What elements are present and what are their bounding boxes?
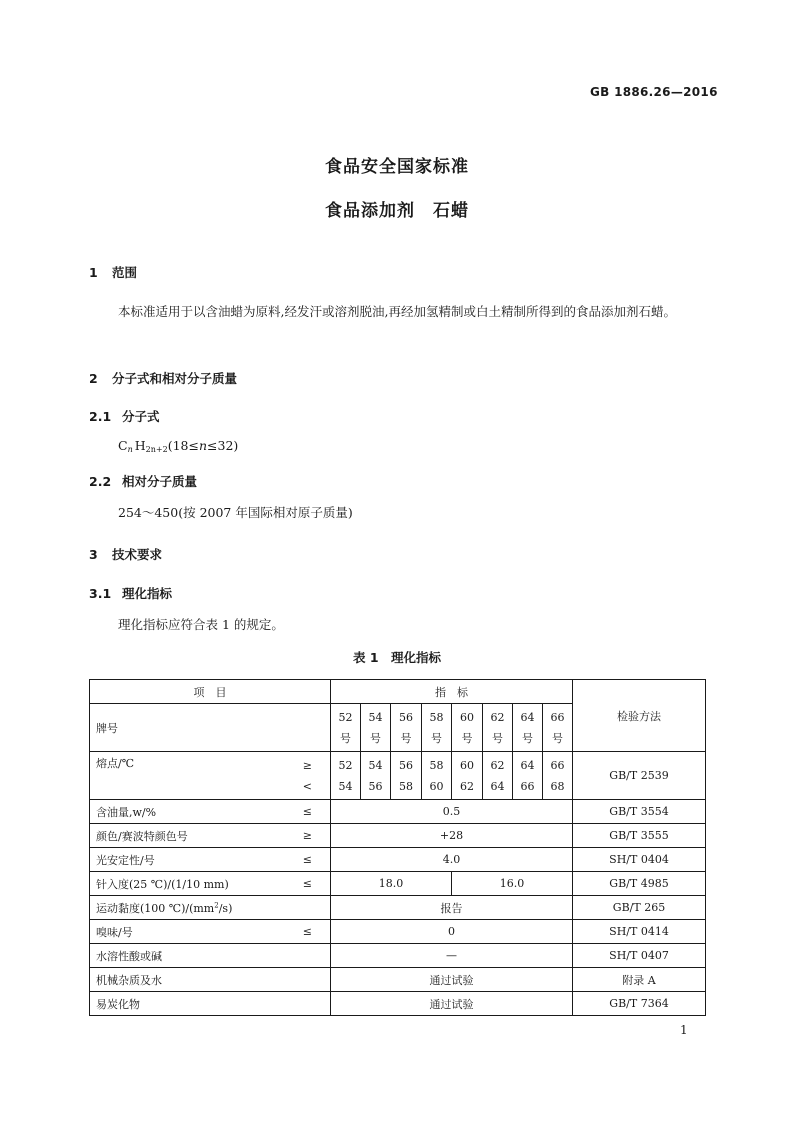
melting-range-cell: 56 58: [391, 752, 422, 800]
section-title: 分子式: [122, 409, 160, 424]
doc-title-line1: 食品安全国家标准: [325, 157, 469, 177]
standard-code: GB 1886.26—2016: [590, 85, 718, 99]
melting-range-cell: 64 66: [513, 752, 543, 800]
table-row: [90, 992, 706, 1016]
value-cell: 16.0: [452, 872, 573, 896]
item-cell: 光安定性/号 ≤: [90, 848, 331, 872]
melting-point-row: [90, 752, 706, 800]
method-cell: GB/T 4985: [573, 872, 706, 896]
grade-cell: 54 号: [361, 704, 391, 752]
item-cell: 嗅味/号 ≤: [90, 920, 331, 944]
grade-cell: 52 号: [331, 704, 361, 752]
item-cell: 机械杂质及水: [90, 968, 331, 992]
section-number: 1: [89, 265, 98, 280]
table-row: [90, 824, 706, 848]
page-number: 1: [680, 1023, 688, 1037]
melting-range-cell: 52 54: [331, 752, 361, 800]
viscosity-row: [90, 896, 706, 920]
section-2-heading: [89, 369, 237, 387]
item-cell: 含油量,w/% ≤: [90, 800, 331, 824]
melting-range-cell: 60 62: [452, 752, 483, 800]
grade-cell: 56 号: [391, 704, 422, 752]
table-row: [90, 848, 706, 872]
section-title: 分子式和相对分子质量: [112, 371, 238, 386]
grade-cell: 62 号: [483, 704, 513, 752]
section-title: 理化指标: [122, 586, 173, 601]
section-title: 技术要求: [112, 547, 163, 562]
table-row: [90, 968, 706, 992]
section-number: 2: [89, 371, 98, 386]
method-cell: GB/T 7364: [573, 992, 706, 1016]
grade-cell: 60 号: [452, 704, 483, 752]
value-cell: 4.0: [331, 848, 573, 872]
table-row: [90, 920, 706, 944]
section-number: 2.1: [89, 409, 112, 424]
grade-label: 牌号: [90, 704, 331, 752]
table-row: [90, 944, 706, 968]
table-row: [90, 800, 706, 824]
item-cell: 颜色/赛波特颜色号 ≥: [90, 824, 331, 848]
value-cell: 18.0: [331, 872, 452, 896]
value-cell: 0: [331, 920, 573, 944]
grade-cell: 64 号: [513, 704, 543, 752]
section-2-2-heading: [89, 472, 197, 490]
item-cell: 针入度(25 ℃)/(1/10 mm) ≤: [90, 872, 331, 896]
item-cell: 水溶性酸或碱: [90, 944, 331, 968]
section-number: 3.1: [89, 586, 112, 601]
method-cell: 附录 A: [573, 968, 706, 992]
section-3-heading: [89, 545, 162, 563]
melting-range-cell: 54 56: [361, 752, 391, 800]
method-cell: GB/T 3555: [573, 824, 706, 848]
grade-cell: 58 号: [422, 704, 452, 752]
value-cell: —: [331, 944, 573, 968]
section-title: 范围: [112, 265, 138, 280]
physchem-table: [89, 679, 706, 1016]
melting-range-cell: 58 60: [422, 752, 452, 800]
section-3-1-heading: [89, 584, 172, 602]
doc-title-line2: 食品添加剂 石蜡: [325, 201, 469, 221]
value-cell: 通过试验: [331, 992, 573, 1016]
physchem-intro: 理化指标应符合表 1 的规定。: [118, 617, 284, 632]
section-1-heading: [89, 263, 137, 281]
table-caption: 表 1 理化指标: [352, 650, 442, 665]
section-title: 相对分子质量: [122, 474, 198, 489]
section-number: 3: [89, 547, 98, 562]
method-cell: GB/T 265: [573, 896, 706, 920]
needle-penetration-row: [90, 872, 706, 896]
method-cell: GB/T 3554: [573, 800, 706, 824]
melting-range-cell: 62 64: [483, 752, 513, 800]
header-index: 指 标: [331, 680, 573, 704]
method-cell: SH/T 0407: [573, 944, 706, 968]
value-cell: +28: [331, 824, 573, 848]
method-cell: GB/T 2539: [573, 752, 706, 800]
table-header-row: [90, 680, 706, 704]
header-item: 项 目: [90, 680, 331, 704]
item-cell: 运动黏度(100 $℃)/(mm^2/s)$: [90, 896, 331, 920]
method-cell: SH/T 0414: [573, 920, 706, 944]
value-cell: 0.5: [331, 800, 573, 824]
value-cell: 通过试验: [331, 968, 573, 992]
section-2-1-heading: [89, 407, 160, 425]
item-cell: 易炭化物: [90, 992, 331, 1016]
scope-paragraph: 本标准适用于以含油蜡为原料,经发汗或溶剂脱油,再经加氢精制或白土精制所得到的食品添加剂石蜡。: [118, 304, 676, 319]
molecular-formula: $C_n$ $H_{2n+2}(18\le n\le 32)$: [118, 438, 239, 454]
method-cell: SH/T 0404: [573, 848, 706, 872]
melting-point-label: 熔点/℃ ≥ <: [90, 752, 331, 800]
header-method: 检验方法: [573, 680, 706, 752]
section-number: 2.2: [89, 474, 112, 489]
value-cell: 报告: [331, 896, 573, 920]
molecular-mass-text: 254～450(按 2007 年国际相对原子质量): [118, 505, 353, 520]
grade-cell: 66 号: [543, 704, 573, 752]
melting-range-cell: 66 68: [543, 752, 573, 800]
